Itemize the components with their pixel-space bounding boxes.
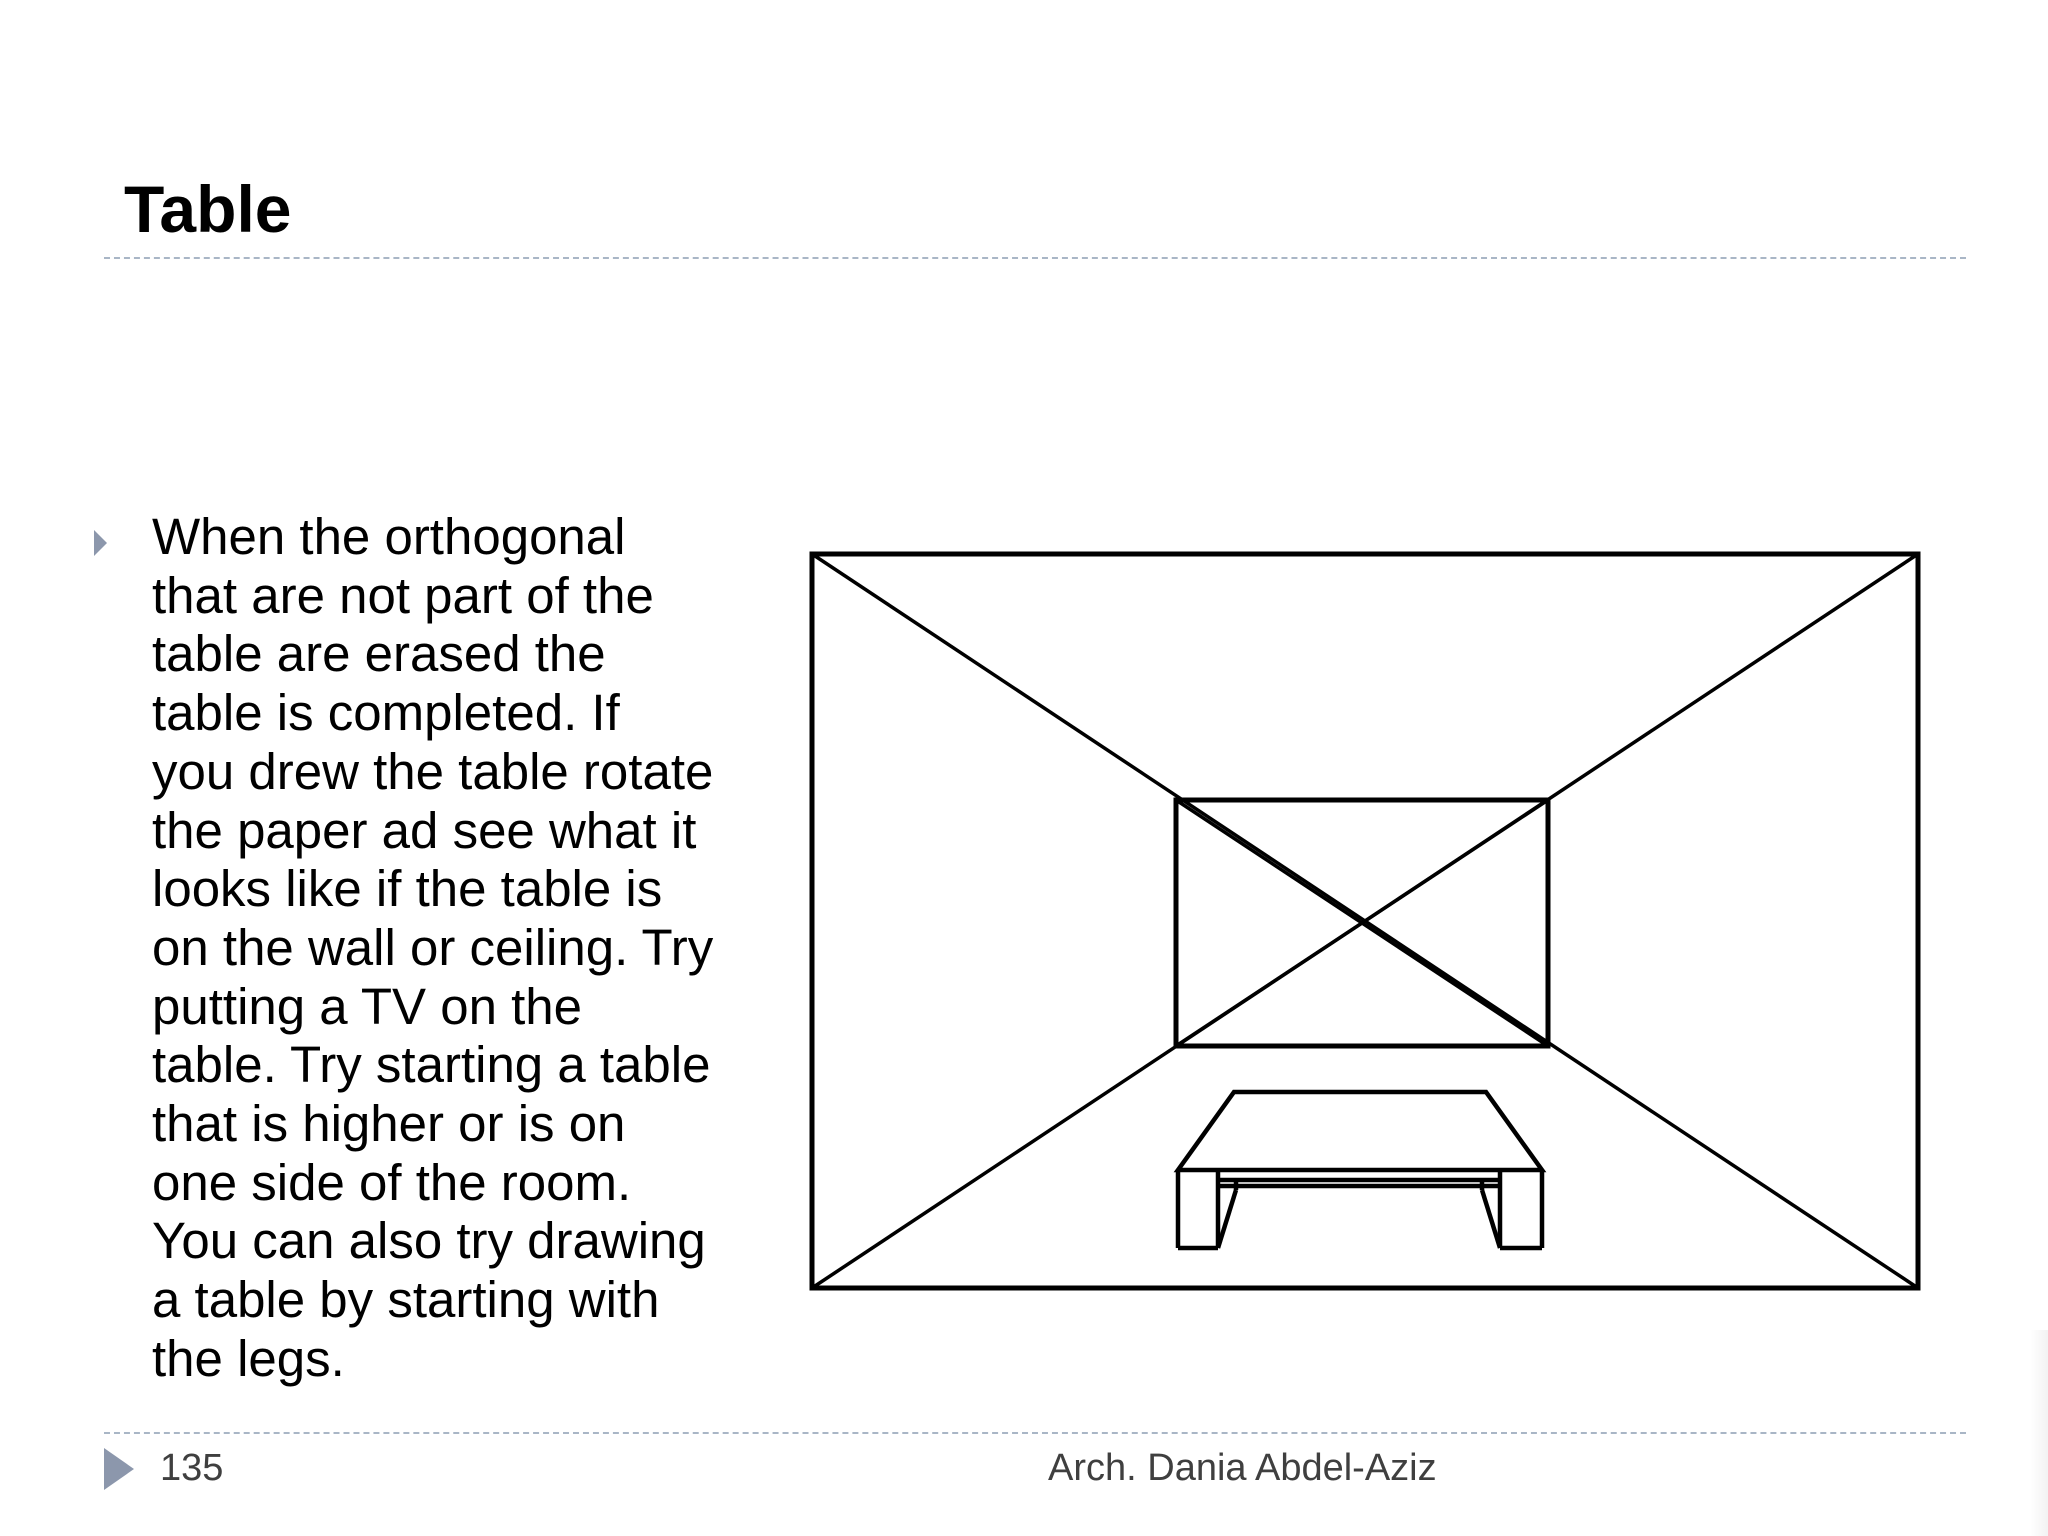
triangle-arrow-icon	[104, 1448, 134, 1490]
edge-shadow	[2030, 1330, 2048, 1536]
footer-divider	[104, 1432, 1966, 1434]
author-name: Arch. Dania Abdel-Aziz	[1048, 1447, 1437, 1489]
title-divider	[104, 257, 1966, 259]
slide-title: Table	[124, 172, 292, 246]
bullet-text: When the orthogonal that are not part of the table are erased the table is completed. If you drew the table rotate the paper ad see what it looks like if the table is on the wall or ceiling. Try putting a TV on the table. Try starting a table that is higher or is on one side of the room. You can also try drawing a table by starting with the legs.	[152, 508, 714, 1387]
perspective-room-drawing	[804, 548, 1926, 1292]
triangle-bullet-icon	[94, 530, 107, 556]
table-drawing	[1178, 1092, 1542, 1248]
page-number: 135	[160, 1447, 224, 1489]
